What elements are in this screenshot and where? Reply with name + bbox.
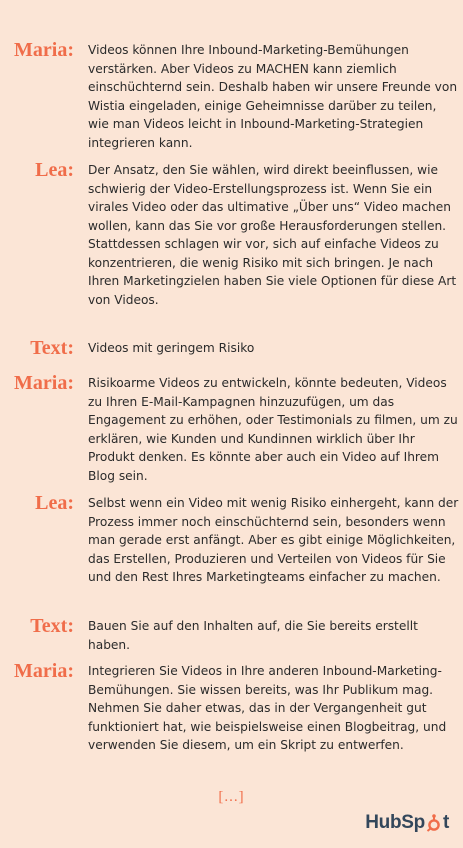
sprocket-icon (426, 814, 442, 832)
speaker-label: Lea: (35, 159, 74, 181)
dialogue-text: Videos mit geringem Risiko (88, 341, 255, 355)
dialogue-text: Videos können Ihre Inbound-Marketing-Bemühungen verstärken. Aber Videos zu MACHEN kann ziemlich einschüchternd sein. Deshalb haben wir unsere Freunde von Wistia eingeladen, einige Geheimnisse darüber zu teilen, wie man Videos leicht in Inbound-Marketing-Strategien integrieren kann. (88, 43, 458, 150)
speaker-label: Maria: (14, 39, 74, 61)
speaker-label: Maria: (14, 660, 74, 682)
speaker-label: Lea: (35, 492, 74, 514)
hubspot-logo (365, 812, 449, 834)
speaker-label: Maria: (14, 372, 74, 394)
dialogue-text: Risikoarme Videos zu entwickeln, könnte bedeuten, Videos zu Ihren E-Mail-Kampagnen hinzuzufügen, um das Engagement zu erhöhen, oder Testimonials zu filmen, um zu erklären, wie Kunden und Kundinnen wirklich über Ihr Produkt denken. Es könnte aber auch ein Video auf Ihrem Blog sein. (88, 376, 458, 483)
logo-text-end: t (442, 812, 449, 833)
dialogue-text: Integrieren Sie Videos in Ihre anderen Inbound-Marketing-Bemühungen. Sie wissen bereits, was Ihr Publikum mag. Nehmen Sie daher etwas, das in der Vergangenheit gut funktioniert hat, wie beispielsweise einen Blogbeitrag, und verwenden Sie diesem, um ein Skript zu entwerfen. (88, 664, 447, 752)
dialogue-text: Der Ansatz, den Sie wählen, wird direkt beeinflussen, wie schwierig der Video-Erstellungsprozess ist. Wenn Sie ein virales Video oder das ultimative „Über uns“ Video machen wollen, kann das Sie vor große Herausforderungen stellen. Stattdessen schlagen wir vor, sich auf einfache Videos zu konzentrieren, die wenig Risiko mit sich bringen. Je nach Ihren Marketingzielen haben Sie viele Optionen für diese Art von Videos. (88, 163, 457, 307)
logo-text-start: HubSp (365, 812, 425, 833)
dialogue-text: Selbst wenn ein Video mit wenig Risiko einhergeht, kann der Prozess immer noch einschüchternd sein, besonders wenn man gerade erst anfängt. Aber es gibt einige Möglichkeiten, das Erstellen, Produzieren und Verteilen von Videos für Sie und den Rest Ihres Marketingteams einfacher zu machen. (88, 496, 459, 584)
speaker-label: Text: (30, 615, 74, 637)
speaker-label: Text: (30, 337, 74, 359)
ellipsis-marker: [...] (218, 789, 245, 805)
dialogue-text: Bauen Sie auf den Inhalten auf, die Sie bereits erstellt haben. (88, 619, 418, 652)
